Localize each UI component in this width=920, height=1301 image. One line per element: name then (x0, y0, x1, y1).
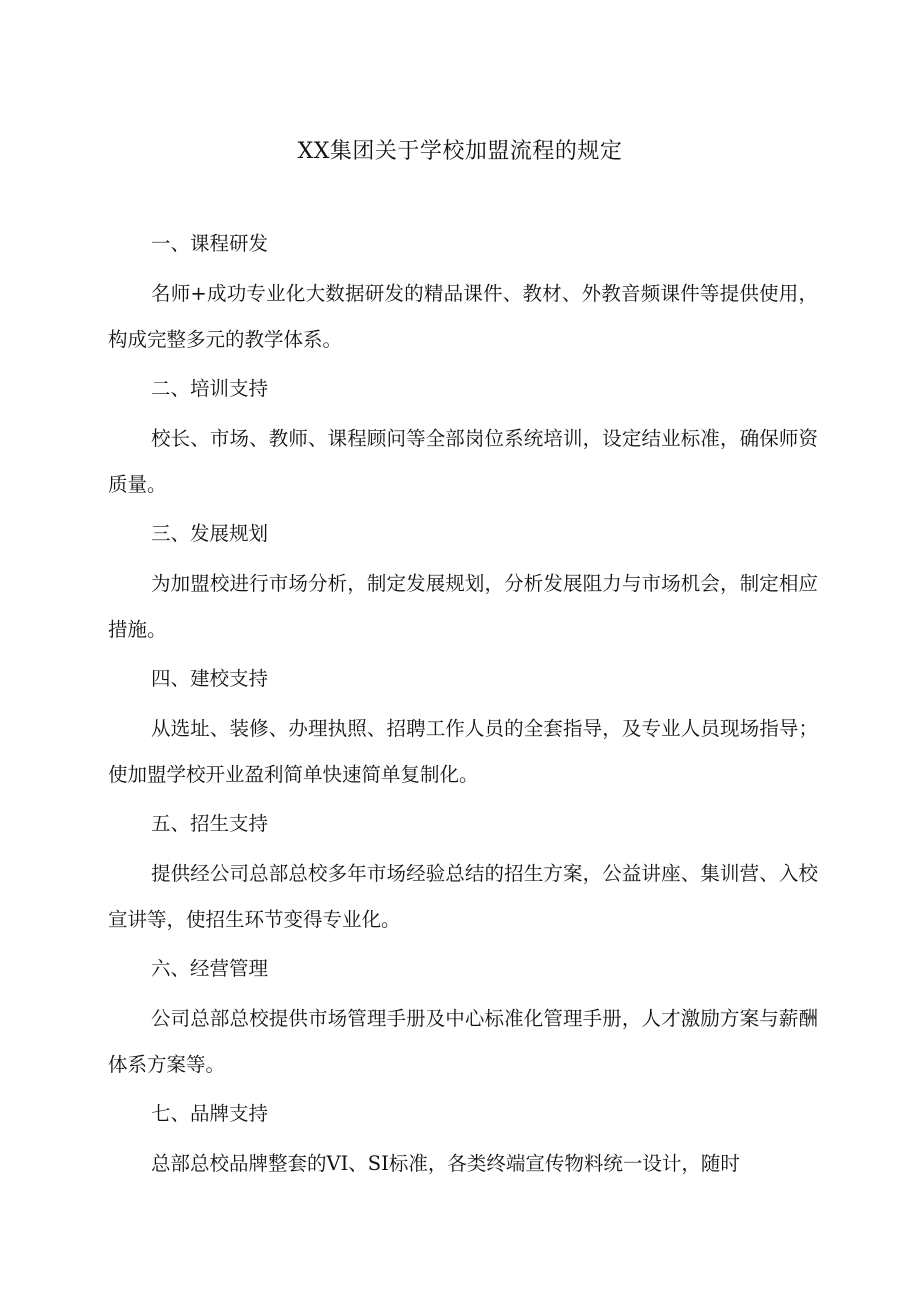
section-enrollment-support (108, 806, 818, 943)
section-paragraph: 校长、市场、教师、课程顾问等全部岗位系统培训，设定结业标准，确保师资质量。 (108, 427, 818, 496)
section-heading: 六、经营管理 (151, 957, 269, 980)
section-heading: 一、课程研发 (151, 232, 269, 255)
section-paragraph: 总部总校品牌整套的VI、SI标准，各类终端宣传物料统一设计，随时 (151, 1152, 740, 1175)
section-heading: 三、发展规划 (151, 522, 269, 545)
section-paragraph: 从选址、装修、办理执照、招聘工作人员的全套指导，及专业人员现场指导；使加盟学校开业盈利简单快速简单复制化。 (108, 717, 818, 786)
section-training-support (108, 371, 818, 508)
section-school-building-support (108, 661, 818, 798)
section-operations-management (108, 951, 818, 1088)
section-development-planning (108, 516, 818, 653)
section-paragraph: 为加盟校进行市场分析，制定发展规划，分析发展阻力与市场机会，制定相应措施。 (108, 572, 818, 641)
document-body (108, 226, 818, 1195)
document-title: XX集团关于学校加盟流程的规定 (297, 139, 623, 164)
section-paragraph: 名师+成功专业化大数据研发的精品课件、教材、外教音频课件等提供使用，构成完整多元的教学体系。 (108, 282, 818, 351)
section-heading: 四、建校支持 (151, 667, 269, 690)
section-heading: 五、招生支持 (151, 812, 269, 835)
section-brand-support (108, 1096, 818, 1187)
section-heading: 七、品牌支持 (151, 1102, 269, 1125)
section-paragraph: 提供经公司总部总校多年市场经验总结的招生方案，公益讲座、集训营、入校宣讲等，使招生环节变得专业化。 (108, 862, 818, 931)
section-course-development (108, 226, 818, 363)
section-heading: 二、培训支持 (151, 377, 269, 400)
section-paragraph: 公司总部总校提供市场管理手册及中心标准化管理手册，人才激励方案与薪酬体系方案等。 (108, 1007, 818, 1076)
